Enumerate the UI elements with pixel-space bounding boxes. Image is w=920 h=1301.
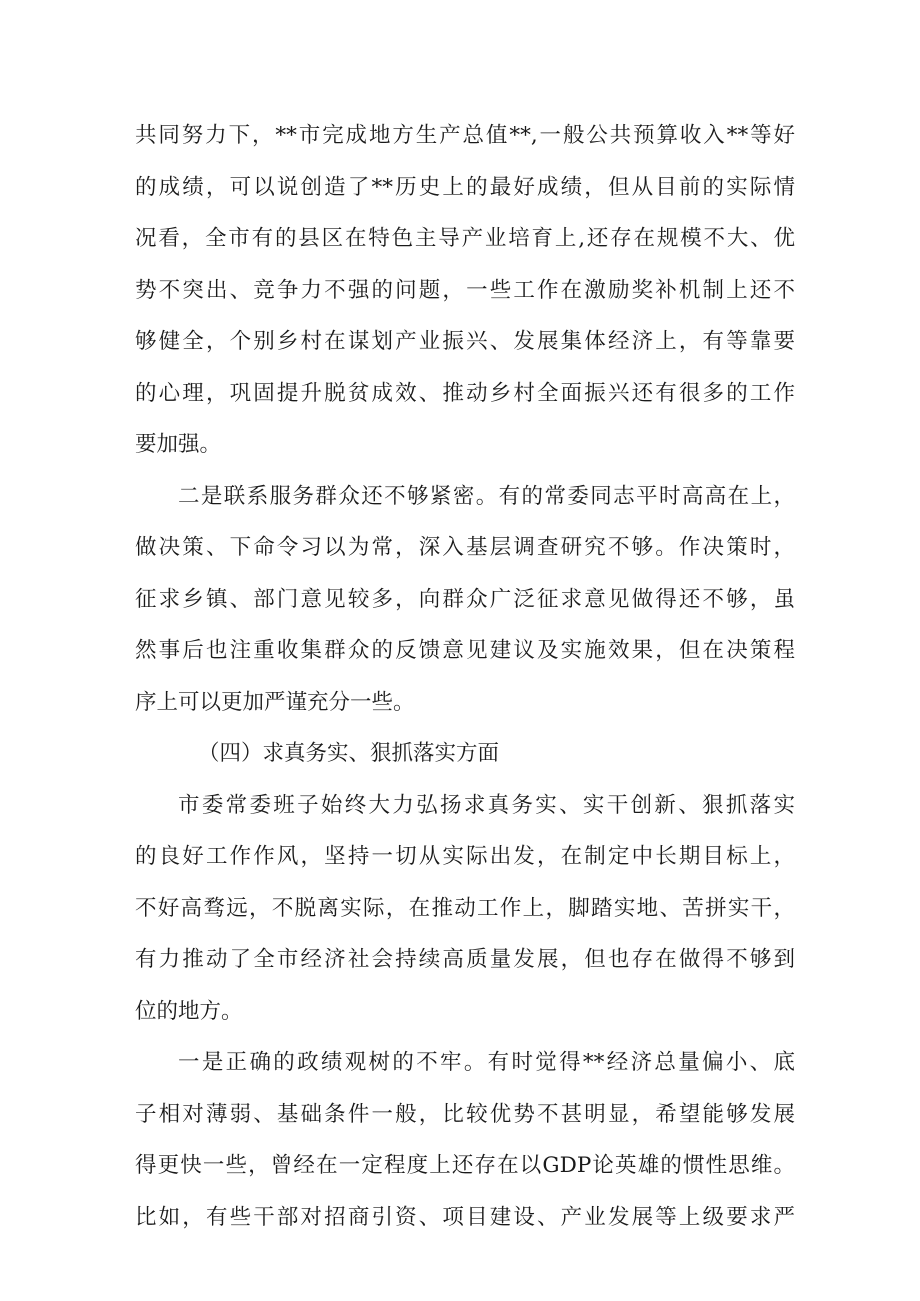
paragraph-p1 bbox=[135, 110, 795, 471]
text-line: 要加强。 bbox=[135, 432, 222, 457]
text-line: 共同努力下，**市完成地方生产总值**,一般公共预算收入**等好 bbox=[135, 123, 795, 148]
text-line: 够健全，个别乡村在谋划产业振兴、发展集体经济上，有等靠要 bbox=[135, 329, 795, 354]
text-line: 不好高骛远，不脱离实际，在推动工作上，脚踏实地、苦拼实干， bbox=[135, 895, 795, 921]
section-heading bbox=[135, 728, 795, 780]
text-line: 的心理，巩固提升脱贫成效、推动乡村全面振兴还有很多的工作 bbox=[135, 380, 795, 406]
text-line: 市委常委班子始终大力弘扬求真务实、实干创新、狠抓落实 bbox=[178, 792, 795, 818]
paragraph-p2 bbox=[135, 471, 795, 729]
document-body bbox=[135, 110, 795, 1243]
heading-line: （四）求真务实、狠抓落实方面 bbox=[198, 741, 500, 766]
paragraph-p3 bbox=[135, 780, 795, 1038]
text-line: 比如，有些干部对招商引资、项目建设、产业发展等上级要求严 bbox=[135, 1204, 795, 1230]
text-line: 得更快一些，曾经在一定程度上还存在以GDP论英雄的惯性思维。 bbox=[135, 1153, 795, 1178]
text-line: 子相对薄弱、基础条件一般，比较优势不甚明显，希望能够发展 bbox=[135, 1101, 795, 1127]
text-line: 的良好工作作风，坚持一切从实际出发，在制定中长期目标上， bbox=[135, 844, 795, 869]
text-line: 一是正确的政绩观树的不牢。有时觉得**经济总量偏小、底 bbox=[178, 1050, 795, 1075]
text-line: 序上可以更加严谨充分一些。 bbox=[135, 689, 415, 715]
text-line: 二是联系服务群众还不够紧密。有的常委同志平时高高在上， bbox=[178, 483, 795, 509]
text-line: 势不突出、竞争力不强的问题，一些工作在激励奖补机制上还不 bbox=[135, 277, 795, 303]
paragraph-p4 bbox=[135, 1037, 795, 1243]
text-line: 有力推动了全市经济社会持续高质量发展，但也存在做得不够到 bbox=[135, 947, 795, 972]
text-line: 征求乡镇、部门意见较多，向群众广泛征求意见做得还不够，虽 bbox=[135, 586, 795, 612]
text-line: 况看，全市有的县区在特色主导产业培育上,还存在规模不大、优 bbox=[135, 226, 795, 251]
text-line: 做决策、下命令习以为常，深入基层调查研究不够。作决策时， bbox=[135, 535, 795, 560]
text-line: 位的地方。 bbox=[135, 998, 243, 1024]
text-line: 的成绩，可以说创造了**历史上的最好成绩，但从目前的实际情 bbox=[135, 174, 795, 200]
text-line: 然事后也注重收集群众的反馈意见建议及实施效果，但在决策程 bbox=[135, 638, 795, 663]
